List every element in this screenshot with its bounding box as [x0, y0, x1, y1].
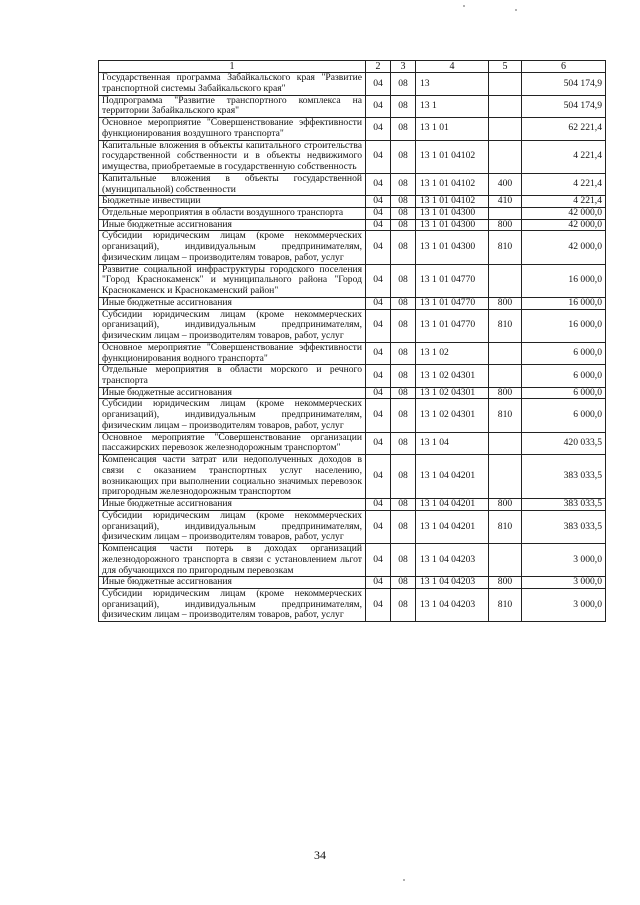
table-row — [99, 342, 606, 364]
cell-amount: 42 000,0 — [522, 231, 606, 264]
cell-expense-type — [489, 118, 522, 140]
cell-subsection: 08 — [391, 399, 416, 432]
cell-expense-type — [489, 432, 522, 454]
table-row — [99, 118, 606, 140]
cell-subsection: 08 — [391, 588, 416, 621]
cell-target-article: 13 1 01 04102 — [416, 196, 489, 208]
cell-name: Иные бюджетные ассигнования — [99, 219, 366, 231]
cell-amount: 6 000,0 — [522, 399, 606, 432]
cell-amount: 16 000,0 — [522, 297, 606, 309]
cell-amount: 383 033,5 — [522, 499, 606, 511]
cell-section: 04 — [366, 73, 391, 95]
table-row — [99, 499, 606, 511]
cell-target-article: 13 1 02 04301 — [416, 387, 489, 399]
cell-name: Субсидии юридическим лицам (кроме некоммерческих организаций), индивидуальным предпринимателям, физическим лицам – производителям товаров, работ, услуг — [99, 588, 366, 621]
cell-target-article: 13 1 04 04203 — [416, 544, 489, 577]
cell-target-article: 13 1 01 04102 — [416, 140, 489, 173]
cell-expense-type — [489, 365, 522, 387]
cell-amount: 42 000,0 — [522, 208, 606, 220]
cell-section: 04 — [366, 365, 391, 387]
cell-name: Развитие социальной инфраструктуры городского поселения "Город Краснокаменск" и муниципального района "Город Краснокаменск и Краснокаменский район" — [99, 264, 366, 297]
cell-subsection: 08 — [391, 544, 416, 577]
header-col-4: 4 — [416, 61, 489, 73]
cell-section: 04 — [366, 173, 391, 195]
cell-section: 04 — [366, 118, 391, 140]
table-row — [99, 73, 606, 95]
cell-section: 04 — [366, 297, 391, 309]
cell-amount: 383 033,5 — [522, 510, 606, 543]
cell-expense-type: 400 — [489, 173, 522, 195]
cell-target-article: 13 1 01 04770 — [416, 297, 489, 309]
cell-name: Иные бюджетные ассигнования — [99, 577, 366, 589]
cell-target-article: 13 1 01 — [416, 118, 489, 140]
table-row — [99, 264, 606, 297]
table-row — [99, 387, 606, 399]
cell-subsection: 08 — [391, 140, 416, 173]
cell-name: Компенсация части затрат или недополученных доходов в связи с оказанием транспортных услуг населению, возникающих при выполнении социально значимых перевозок пригородным железнодорожным транспортом — [99, 455, 366, 499]
cell-target-article: 13 1 01 04300 — [416, 208, 489, 220]
cell-amount: 16 000,0 — [522, 264, 606, 297]
cell-subsection: 08 — [391, 455, 416, 499]
cell-target-article: 13 — [416, 73, 489, 95]
cell-section: 04 — [366, 499, 391, 511]
header-col-3: 3 — [391, 61, 416, 73]
cell-subsection: 08 — [391, 118, 416, 140]
cell-amount: 42 000,0 — [522, 219, 606, 231]
cell-name: Государственная программа Забайкальского края "Развитие транспортной системы Забайкальского края" — [99, 73, 366, 95]
cell-target-article: 13 1 04 04201 — [416, 455, 489, 499]
cell-section: 04 — [366, 309, 391, 342]
cell-name: Капитальные вложения в объекты государственной (муниципальной) собственности — [99, 173, 366, 195]
cell-section: 04 — [366, 455, 391, 499]
cell-name: Иные бюджетные ассигнования — [99, 499, 366, 511]
cell-expense-type — [489, 455, 522, 499]
scan-speck — [463, 5, 465, 7]
cell-subsection: 08 — [391, 309, 416, 342]
cell-subsection: 08 — [391, 499, 416, 511]
cell-expense-type: 800 — [489, 297, 522, 309]
cell-section: 04 — [366, 577, 391, 589]
cell-subsection: 08 — [391, 173, 416, 195]
cell-amount: 4 221,4 — [522, 140, 606, 173]
cell-name: Иные бюджетные ассигнования — [99, 297, 366, 309]
table-row — [99, 309, 606, 342]
cell-section: 04 — [366, 588, 391, 621]
cell-amount: 383 033,5 — [522, 455, 606, 499]
cell-section: 04 — [366, 196, 391, 208]
cell-expense-type: 800 — [489, 219, 522, 231]
budget-table — [98, 60, 606, 622]
cell-target-article: 13 1 01 04770 — [416, 309, 489, 342]
header-col-1: 1 — [99, 61, 366, 73]
cell-expense-type — [489, 208, 522, 220]
cell-expense-type — [489, 544, 522, 577]
page-number: 34 — [314, 848, 326, 862]
cell-name: Отдельные мероприятия в области морского и речного транспорта — [99, 365, 366, 387]
cell-section: 04 — [366, 208, 391, 220]
cell-section: 04 — [366, 510, 391, 543]
cell-target-article: 13 1 04 04201 — [416, 510, 489, 543]
table-row — [99, 399, 606, 432]
cell-name: Субсидии юридическим лицам (кроме некоммерческих организаций), индивидуальным предпринимателям, физическим лицам – производителям товаров, работ, услуг — [99, 399, 366, 432]
table-row — [99, 297, 606, 309]
cell-name: Субсидии юридическим лицам (кроме некоммерческих организаций), индивидуальным предпринимателям, физическим лицам – производителям товаров, работ, услуг — [99, 309, 366, 342]
cell-amount: 3 000,0 — [522, 544, 606, 577]
table-header — [99, 61, 606, 73]
header-col-6: 6 — [522, 61, 606, 73]
cell-target-article: 13 1 02 — [416, 342, 489, 364]
cell-expense-type: 800 — [489, 577, 522, 589]
table-row — [99, 95, 606, 117]
cell-expense-type — [489, 73, 522, 95]
header-col-5: 5 — [489, 61, 522, 73]
cell-target-article: 13 1 04 — [416, 432, 489, 454]
cell-subsection: 08 — [391, 432, 416, 454]
cell-expense-type: 410 — [489, 196, 522, 208]
table-body — [99, 73, 606, 622]
cell-subsection: 08 — [391, 577, 416, 589]
cell-subsection: 08 — [391, 219, 416, 231]
cell-target-article: 13 1 01 04300 — [416, 219, 489, 231]
cell-section: 04 — [366, 544, 391, 577]
cell-amount: 4 221,4 — [522, 196, 606, 208]
cell-target-article: 13 1 04 04203 — [416, 588, 489, 621]
cell-subsection: 08 — [391, 231, 416, 264]
cell-amount: 504 174,9 — [522, 95, 606, 117]
cell-subsection: 08 — [391, 95, 416, 117]
cell-subsection: 08 — [391, 365, 416, 387]
table-row — [99, 173, 606, 195]
cell-expense-type: 810 — [489, 399, 522, 432]
cell-section: 04 — [366, 432, 391, 454]
cell-amount: 6 000,0 — [522, 387, 606, 399]
scan-speck — [403, 879, 405, 881]
cell-section: 04 — [366, 231, 391, 264]
cell-target-article: 13 1 02 04301 — [416, 399, 489, 432]
table-row — [99, 455, 606, 499]
cell-name: Основное мероприятие "Совершенствование организации пассажирских перевозок железнодорожным транспортом" — [99, 432, 366, 454]
cell-name: Капитальные вложения в объекты капитального строительства государственной собственности и в объекты недвижимого имущества, приобретаемые в государственную собственность — [99, 140, 366, 173]
cell-name: Компенсация части потерь в доходах организаций железнодорожного транспорта в связи с установлением льгот для обучающихся по пригородным перевозкам — [99, 544, 366, 577]
cell-expense-type: 800 — [489, 499, 522, 511]
table-row — [99, 365, 606, 387]
cell-amount: 6 000,0 — [522, 365, 606, 387]
cell-expense-type: 800 — [489, 387, 522, 399]
cell-name: Основное мероприятие "Совершенствование эффективности функционирования водного транспорта" — [99, 342, 366, 364]
table-row — [99, 544, 606, 577]
table-row — [99, 196, 606, 208]
cell-section: 04 — [366, 399, 391, 432]
cell-section: 04 — [366, 264, 391, 297]
cell-section: 04 — [366, 342, 391, 364]
cell-expense-type: 810 — [489, 231, 522, 264]
cell-subsection: 08 — [391, 297, 416, 309]
table-row — [99, 588, 606, 621]
cell-name: Иные бюджетные ассигнования — [99, 387, 366, 399]
cell-expense-type: 810 — [489, 510, 522, 543]
cell-target-article: 13 1 01 04770 — [416, 264, 489, 297]
cell-expense-type — [489, 264, 522, 297]
cell-expense-type — [489, 342, 522, 364]
cell-subsection: 08 — [391, 264, 416, 297]
table-row — [99, 231, 606, 264]
header-col-2: 2 — [366, 61, 391, 73]
cell-target-article: 13 1 04 04201 — [416, 499, 489, 511]
cell-subsection: 08 — [391, 342, 416, 364]
cell-amount: 16 000,0 — [522, 309, 606, 342]
cell-amount: 4 221,4 — [522, 173, 606, 195]
table-row — [99, 208, 606, 220]
cell-name: Основное мероприятие "Совершенствование эффективности функционирования воздушного транспорта" — [99, 118, 366, 140]
cell-section: 04 — [366, 140, 391, 173]
cell-section: 04 — [366, 219, 391, 231]
cell-expense-type — [489, 95, 522, 117]
scan-speck — [515, 9, 517, 11]
cell-section: 04 — [366, 387, 391, 399]
cell-amount: 3 000,0 — [522, 577, 606, 589]
cell-target-article: 13 1 02 04301 — [416, 365, 489, 387]
table-row — [99, 219, 606, 231]
cell-expense-type — [489, 140, 522, 173]
cell-subsection: 08 — [391, 510, 416, 543]
cell-subsection: 08 — [391, 73, 416, 95]
cell-expense-type: 810 — [489, 588, 522, 621]
cell-target-article: 13 1 01 04300 — [416, 231, 489, 264]
cell-subsection: 08 — [391, 208, 416, 220]
cell-name: Подпрограмма "Развитие транспортного комплекса на территории Забайкальского края" — [99, 95, 366, 117]
cell-amount: 504 174,9 — [522, 73, 606, 95]
cell-amount: 420 033,5 — [522, 432, 606, 454]
cell-name: Бюджетные инвестиции — [99, 196, 366, 208]
table-row — [99, 510, 606, 543]
cell-target-article: 13 1 01 04102 — [416, 173, 489, 195]
cell-subsection: 08 — [391, 196, 416, 208]
table-row — [99, 577, 606, 589]
cell-amount: 6 000,0 — [522, 342, 606, 364]
cell-target-article: 13 1 — [416, 95, 489, 117]
cell-name: Субсидии юридическим лицам (кроме некоммерческих организаций), индивидуальным предпринимателям, физическим лицам – производителям товаров, работ, услуг — [99, 510, 366, 543]
cell-subsection: 08 — [391, 387, 416, 399]
cell-section: 04 — [366, 95, 391, 117]
cell-target-article: 13 1 04 04203 — [416, 577, 489, 589]
table-row — [99, 432, 606, 454]
cell-name: Отдельные мероприятия в области воздушного транспорта — [99, 208, 366, 220]
cell-name: Субсидии юридическим лицам (кроме некоммерческих организаций), индивидуальным предпринимателям, физическим лицам – производителям товаров, работ, услуг — [99, 231, 366, 264]
cell-amount: 62 221,4 — [522, 118, 606, 140]
table-row — [99, 140, 606, 173]
cell-amount: 3 000,0 — [522, 588, 606, 621]
cell-expense-type: 810 — [489, 309, 522, 342]
